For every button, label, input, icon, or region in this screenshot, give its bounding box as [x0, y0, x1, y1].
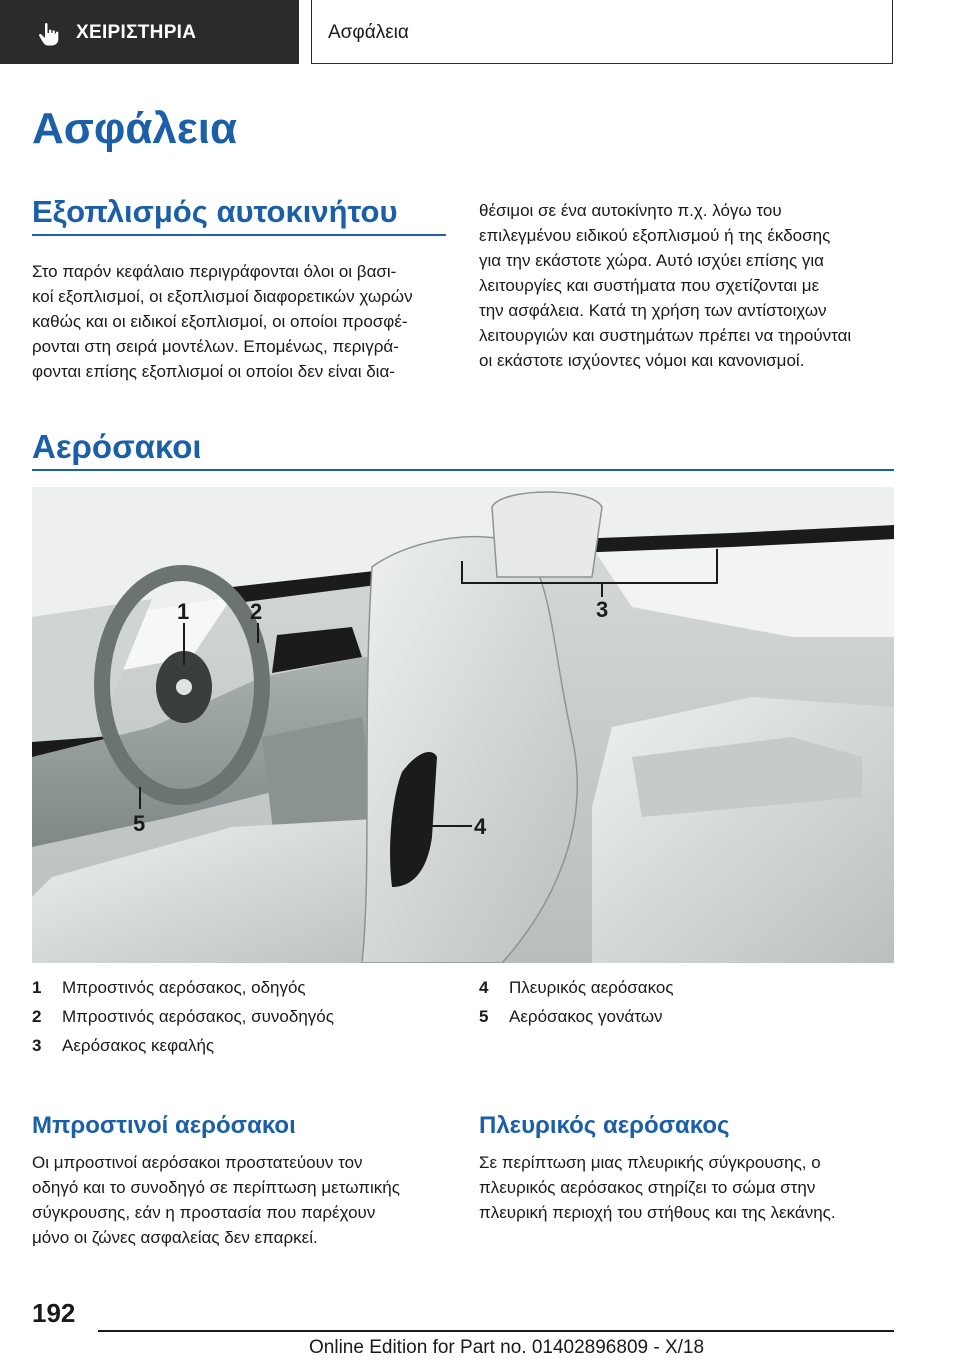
text-line: μόνο οι ζώνες ασφαλείας δεν επαρκεί.	[32, 1228, 318, 1247]
text-line: θέσιμοι σε ένα αυτοκίνητο π.χ. λόγω του	[479, 201, 782, 220]
text-line: λειτουργίες και συστήματα που σχετίζονται με	[479, 276, 820, 295]
side-airbag-text	[479, 1150, 909, 1225]
airbags-heading: Αερόσακοι	[32, 428, 202, 465]
text-line: σύγκρουσης, εάν η προστασία που παρέχουν	[32, 1203, 376, 1222]
text-line: πλευρικός αερόσακος στηρίζει το σώμα στην	[479, 1178, 816, 1197]
text-line: πλευρική περιοχή του στήθους και της λεκάνης.	[479, 1203, 836, 1222]
manual-section-label: ΧΕΙΡΙΣΤΗΡΙΑ	[76, 22, 197, 43]
front-airbags-text	[32, 1150, 462, 1250]
front-airbags-heading: Μπροστινοί αερόσακοι	[32, 1112, 296, 1139]
callout-5: 5	[133, 811, 146, 836]
text-line: επιλεγμένου ειδικού εξοπλισμού ή της έκδοσης	[479, 226, 831, 245]
legend-number: 1	[32, 978, 42, 997]
section-rule	[32, 469, 894, 471]
section-rule	[32, 234, 446, 236]
text-line: ρονται στη σειρά μοντέλων. Επομένως, περιγρά-	[32, 337, 399, 356]
legend-number: 2	[32, 1007, 42, 1026]
equipment-heading: Εξοπλισμός αυτοκινήτου	[32, 194, 398, 229]
legend-item	[479, 978, 899, 1007]
text-line: Σε περίπτωση μιας πλευρικής σύγκρουσης, ο	[479, 1153, 821, 1172]
text-line: κοί εξοπλισμοί, οι εξοπλισμοί διαφορετικών χωρών	[32, 287, 413, 306]
manual-section-tab[interactable]	[0, 0, 299, 64]
callout-4: 4	[474, 814, 487, 839]
legend-text: Αερόσακος γονάτων	[509, 1007, 663, 1026]
text-line: καθώς και οι ειδικοί εξοπλισμοί, οι οποίοι προσφέ-	[32, 312, 408, 331]
car-interior-illustration	[32, 487, 894, 963]
legend-number: 5	[479, 1007, 489, 1026]
text-line: για την εκάστοτε χώρα. Αυτό ισχύει επίσης για	[479, 251, 825, 270]
page-title: Ασφάλεια	[32, 104, 238, 153]
legend-right	[479, 978, 899, 1036]
legend-text: Πλευρικός αερόσακος	[509, 978, 674, 997]
pointing-hand-icon	[38, 22, 60, 46]
text-line: λειτουργιών και συστημάτων πρέπει να τηρούνται	[479, 326, 852, 345]
legend-item	[32, 978, 452, 1007]
equipment-text-right	[479, 198, 899, 373]
text-line: οι εκάστοτε ισχύοντες νόμοι και κανονισμοί.	[479, 351, 805, 370]
text-line: οδηγό και το συνοδηγό σε περίπτωση μετωπικής	[32, 1178, 400, 1197]
text-line: Στο παρόν κεφάλαιο περιγράφονται όλοι οι βασι-	[32, 262, 397, 281]
legend-number: 4	[479, 978, 489, 997]
legend-text: Αερόσακος κεφαλής	[62, 1036, 215, 1055]
text-line: την ασφάλεια. Κατά τη χρήση των αντίστοιχων	[479, 301, 827, 320]
page-number: 192	[32, 1298, 76, 1328]
legend-text: Μπροστινός αερόσακος, συνοδηγός	[62, 1007, 334, 1026]
footer-edition: Online Edition for Part no. 01402896809 - X/18	[309, 1337, 705, 1358]
legend-item	[479, 1007, 899, 1036]
legend-item	[32, 1036, 452, 1065]
side-airbag-heading: Πλευρικός αερόσακος	[479, 1112, 730, 1139]
legend-number: 3	[32, 1036, 42, 1055]
legend-item	[32, 1007, 452, 1036]
callout-3: 3	[596, 597, 609, 622]
text-line: Οι μπροστινοί αερόσακοι προστατεύουν τον	[32, 1153, 363, 1172]
callout-1: 1	[177, 599, 190, 624]
footer-rule	[98, 1330, 894, 1332]
callout-2: 2	[250, 599, 263, 624]
legend-left	[32, 978, 452, 1065]
legend-text: Μπροστινός αερόσακος, οδηγός	[62, 978, 306, 997]
breadcrumb	[311, 0, 893, 64]
equipment-text-left	[32, 259, 452, 384]
text-line: φονται επίσης εξοπλισμοί οι οποίοι δεν είναι δια-	[32, 362, 395, 381]
breadcrumb-label: Ασφάλεια	[328, 22, 409, 43]
